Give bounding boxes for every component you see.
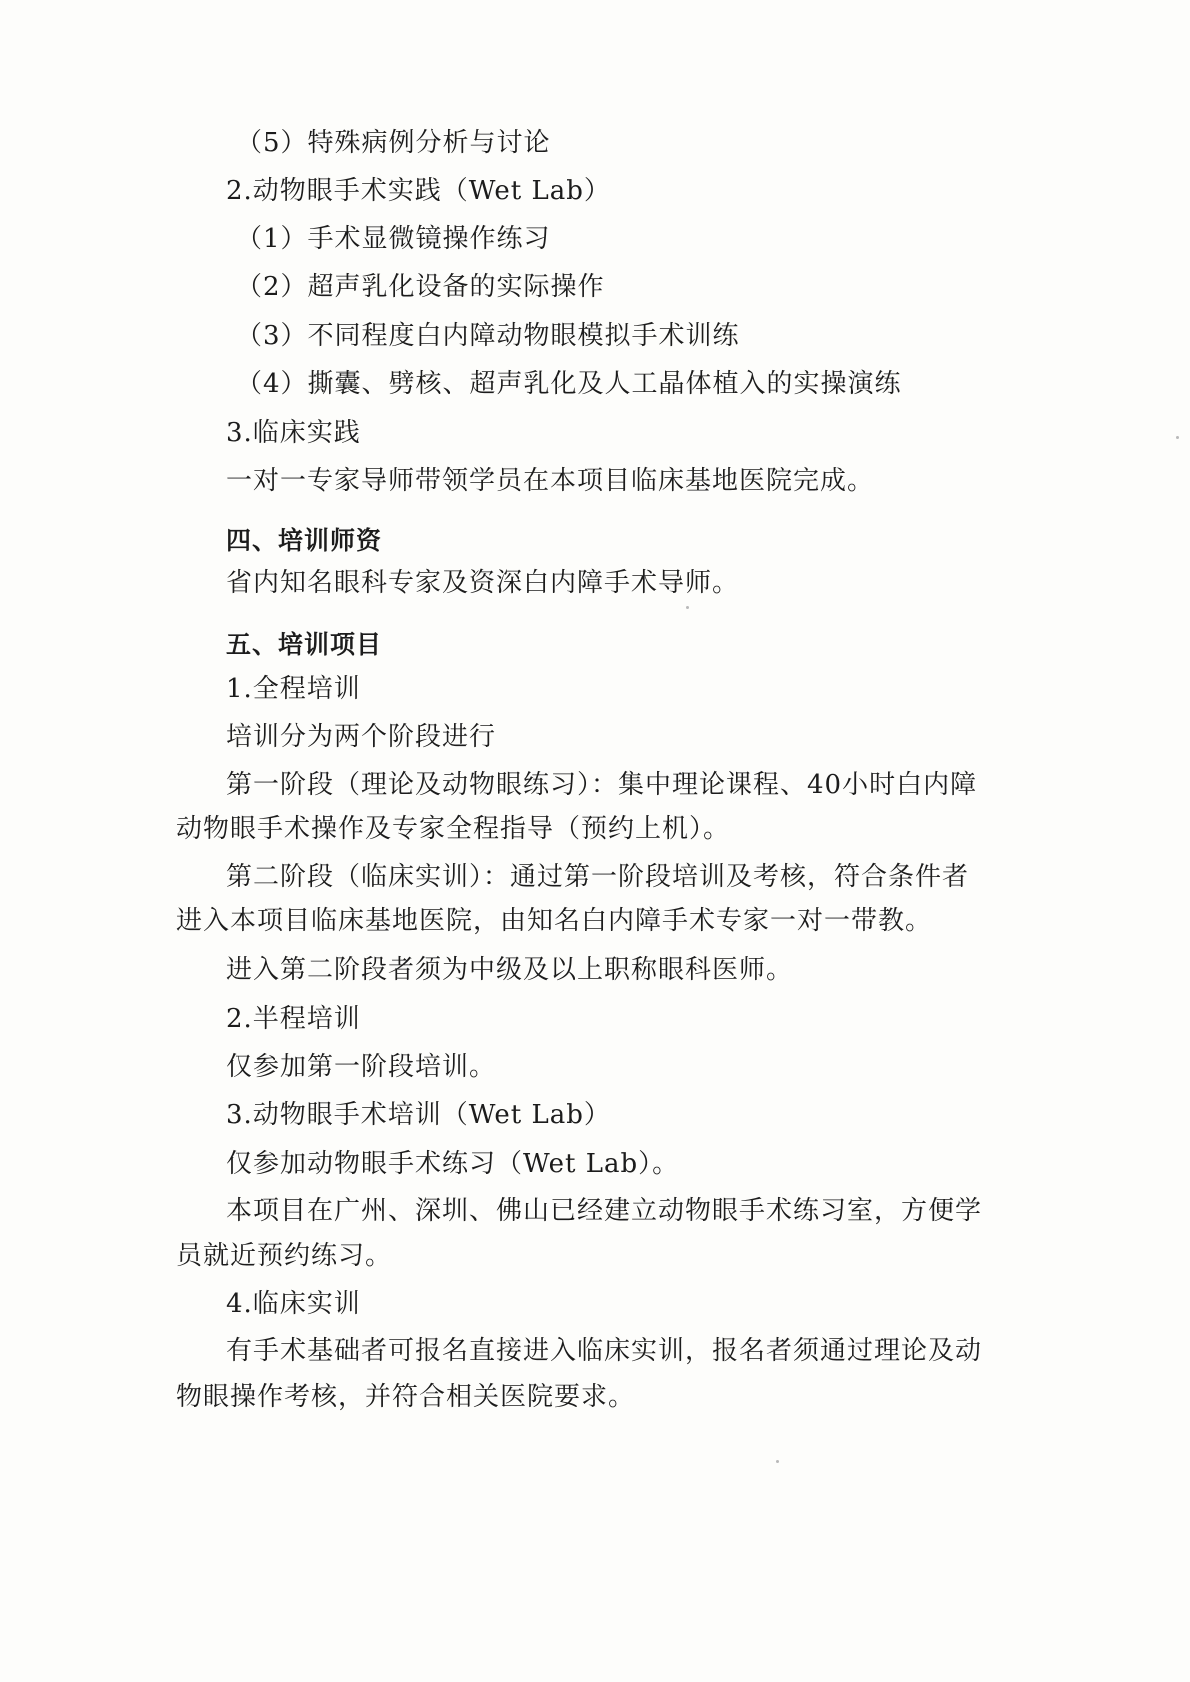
paragraph: 本项目在广州、深圳、佛山已经建立动物眼手术练习室，方便学 <box>226 1196 983 1226</box>
paragraph: 有手术基础者可报名直接进入临床实训，报名者须通过理论及动 <box>226 1336 983 1366</box>
program-4-clinical-training: 4.临床实训 <box>226 1289 361 1319</box>
paragraph: 一对一专家导师带领学员在本项目临床基地医院完成。 <box>226 466 875 496</box>
paragraph: 进入本项目临床基地医院，由知名白内障手术专家一对一带教。 <box>176 906 933 936</box>
item-4-hands-on-drill: （4）撕囊、劈核、超声乳化及人工晶体植入的实操演练 <box>236 369 902 399</box>
program-2-half-training: 2.半程培训 <box>226 1004 361 1034</box>
item-3-simulation: （3）不同程度白内障动物眼模拟手术训练 <box>236 321 740 351</box>
scan-speck <box>686 606 689 609</box>
section-3-clinical-practice: 3.临床实践 <box>226 418 361 448</box>
paragraph: 物眼操作考核，并符合相关医院要求。 <box>176 1382 636 1412</box>
scan-speck <box>1176 436 1179 439</box>
program-1-full-training: 1.全程培训 <box>226 674 361 704</box>
item-1-microscope: （1）手术显微镜操作练习 <box>236 224 551 254</box>
paragraph: 进入第二阶段者须为中级及以上职称眼科医师。 <box>226 955 794 985</box>
paragraph: 培训分为两个阶段进行 <box>226 722 497 752</box>
paragraph: 第一阶段（理论及动物眼练习）：集中理论课程、40小时白内障 <box>226 770 978 800</box>
paragraph: 第二阶段（临床实训）：通过第一阶段培训及考核，符合条件者 <box>226 862 970 892</box>
paragraph: 省内知名眼科专家及资深白内障手术导师。 <box>226 568 740 598</box>
item-2-phaco-device: （2）超声乳化设备的实际操作 <box>236 272 605 302</box>
paragraph: 动物眼手术操作及专家全程指导（预约上机）。 <box>176 814 731 844</box>
section-2-wet-lab: 2.动物眼手术实践（Wet Lab） <box>226 176 611 206</box>
heading-faculty: 四、培训师资 <box>226 526 383 555</box>
item-5-case-discussion: （5）特殊病例分析与讨论 <box>236 128 551 158</box>
paragraph: 仅参加动物眼手术练习（Wet Lab）。 <box>226 1149 680 1179</box>
paragraph: 员就近预约练习。 <box>176 1241 393 1271</box>
scan-speck <box>776 1460 779 1463</box>
heading-programs: 五、培训项目 <box>226 630 383 659</box>
program-3-wet-lab: 3.动物眼手术培训（Wet Lab） <box>226 1100 611 1130</box>
paragraph: 仅参加第一阶段培训。 <box>226 1052 497 1082</box>
